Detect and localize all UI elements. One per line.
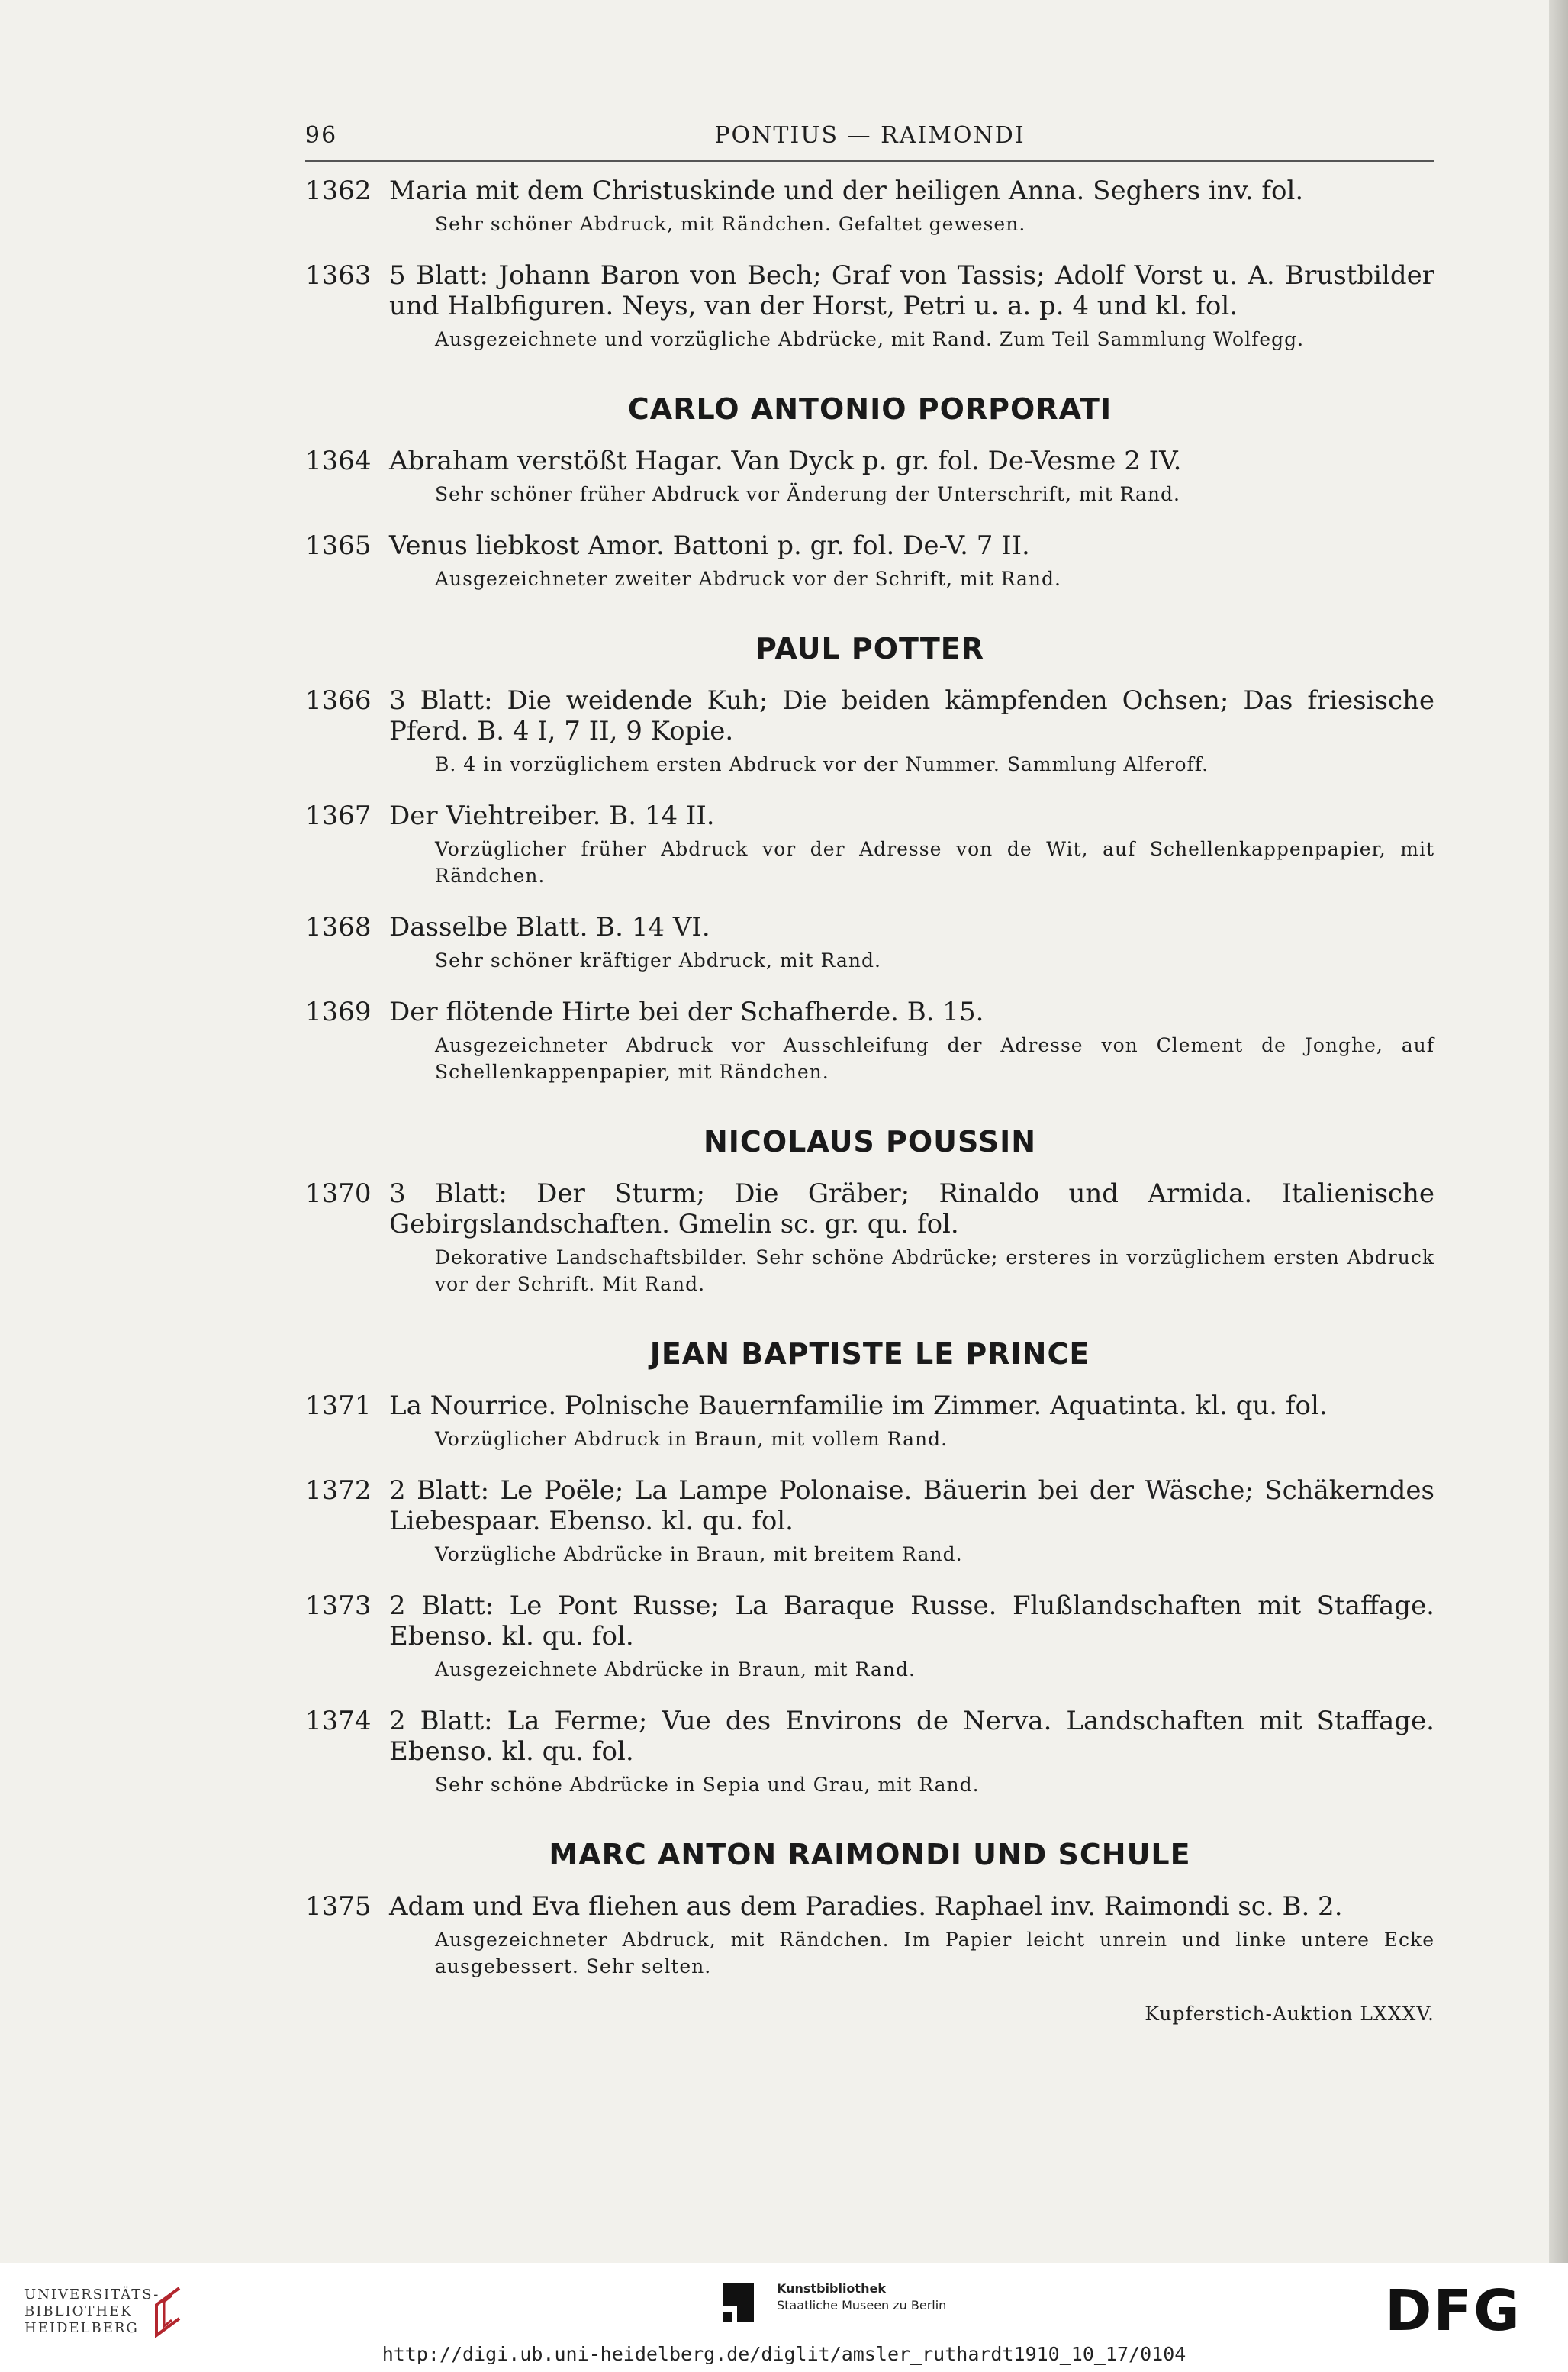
lot-number: 1366 [305,685,372,716]
lot-number: 1364 [305,446,372,476]
uni-line-2: BIBLIOTHEK [24,2303,133,2319]
lot-body [389,685,1434,778]
lot-body [389,1891,1434,1980]
lot-body [389,1590,1434,1683]
lot-title: Abraham verstößt Hagar. Van Dyck p. gr. fol. De-Vesme 2 IV. [389,446,1182,476]
lot-condition-note: Ausgezeichneter zweiter Abdruck vor der Schrift, mit Rand. [435,568,1061,590]
auction-footer-note: Kupferstich-Auktion LXXXV. [1145,2003,1434,2025]
uni-line-1: UNIVERSITÄTS- [24,2287,160,2303]
lot-title: 5 Blatt: Johann Baron von Bech; Graf von Tassis; Adolf Vorst u. A. Brustbilder und Halbfiguren. Neys, van der Horst, Petri u. a. p. 4 und kl. fol. [389,260,1434,321]
catalogue-entries [305,176,1434,1980]
scan-edge-shadow [1549,0,1568,2263]
kunstbibliothek-text [777,2280,946,2314]
running-head [305,114,1434,162]
catalogue-lot [305,260,1434,353]
lot-title: 3 Blatt: Die weidende Kuh; Die beiden kämpfenden Ochsen; Das friesische Pferd. B. 4 I, 7 II, 9 Kopie. [389,685,1434,746]
permalink-url[interactable]: http://digi.ub.uni-heidelberg.de/diglit/amsler_ruthardt1910_10_17/0104 [382,2343,1186,2365]
lot-title: Der Viehtreiber. B. 14 II. [389,801,715,831]
catalogue-lot [305,1891,1434,1980]
lot-number: 1372 [305,1475,372,1506]
lot-title: Maria mit dem Christuskinde und der heiligen Anna. Seghers inv. fol. [389,176,1304,206]
lot-title: Dasselbe Blatt. B. 14 VI. [389,912,710,943]
catalogue-lot [305,997,1434,1085]
artist-heading: PAUL POTTER [755,632,984,666]
lot-condition-note: B. 4 in vorzüglichem ersten Abdruck vor der Nummer. Sammlung Alferoff. [435,753,1209,775]
lot-body [389,1475,1434,1568]
lot-number: 1365 [305,530,372,561]
artist-heading: JEAN BAPTISTE LE PRINCE [649,1337,1090,1371]
kb-title: Kunstbibliothek [777,2281,886,2296]
lot-condition-note: Ausgezeichneter Abdruck, mit Rändchen. Im Papier leicht unrein und linke untere Ecke ausgebessert. Sehr selten. [435,1929,1434,1977]
lot-number: 1375 [305,1891,372,1922]
catalogue-lot [305,801,1434,889]
page-content [305,114,1434,2025]
lot-condition-note: Sehr schöner Abdruck, mit Rändchen. Gefaltet gewesen. [435,213,1026,235]
lot-number: 1363 [305,260,372,291]
lot-body [389,1391,1434,1452]
lot-number: 1370 [305,1178,372,1209]
lot-body [389,801,1434,889]
lot-condition-note: Vorzüglicher früher Abdruck vor der Adresse von de Wit, auf Schellenkappenpapier, mit Rändchen. [435,838,1434,887]
lot-condition-note: Sehr schöner früher Abdruck vor Änderung der Unterschrift, mit Rand. [435,483,1180,505]
dfg-logo: DFG [1385,2278,1521,2344]
artist-heading: MARC ANTON RAIMONDI UND SCHULE [549,1838,1191,1871]
lot-number: 1371 [305,1391,372,1421]
lot-condition-note: Ausgezeichneter Abdruck vor Ausschleifung der Adresse von Clement de Jonghe, auf Schellenkappenpapier, mit Rändchen. [435,1034,1434,1083]
running-title: PONTIUS — RAIMONDI [714,122,1025,149]
catalogue-lot [305,1391,1434,1452]
catalogue-lot [305,1706,1434,1798]
uni-heidelberg-mark-icon [137,2282,191,2343]
lot-body [389,997,1434,1085]
lot-body [389,446,1434,508]
lot-body [389,260,1434,353]
catalogue-lot [305,1590,1434,1683]
lot-condition-note: Vorzüglicher Abdruck in Braun, mit vollem Rand. [435,1428,948,1450]
catalogue-lot [305,912,1434,974]
lot-body [389,912,1434,974]
catalogue-lot [305,446,1434,508]
lot-number: 1374 [305,1706,372,1736]
lot-body [389,1178,1434,1297]
uni-line-3: HEIDELBERG [24,2320,139,2336]
lot-body [389,530,1434,592]
lot-title: 3 Blatt: Der Sturm; Die Gräber; Rinaldo und Armida. Italienische Gebirgslandschaften. Gmelin sc. gr. qu. fol. [389,1178,1434,1239]
catalogue-lot [305,685,1434,778]
lot-number: 1373 [305,1590,372,1621]
lot-body [389,1706,1434,1798]
lot-title: Adam und Eva fliehen aus dem Paradies. Raphael inv. Raimondi sc. B. 2. [389,1891,1343,1922]
lot-title: La Nourrice. Polnische Bauernfamilie im Zimmer. Aquatinta. kl. qu. fol. [389,1391,1328,1421]
lot-title: 2 Blatt: Le Pont Russe; La Baraque Russe. Flußlandschaften mit Staffage. Ebenso. kl. qu. fol. [389,1590,1434,1652]
catalogue-lot [305,530,1434,592]
catalogue-lot [305,1178,1434,1297]
lot-condition-note: Ausgezeichnete Abdrücke in Braun, mit Rand. [435,1658,916,1681]
lot-condition-note: Ausgezeichnete und vorzügliche Abdrücke, mit Rand. Zum Teil Sammlung Wolfegg. [435,328,1305,350]
page-number: 96 [305,122,338,149]
artist-heading: NICOLAUS POUSSIN [703,1125,1037,1159]
lot-body [389,176,1434,237]
lot-condition-note: Sehr schöner kräftiger Abdruck, mit Rand. [435,949,881,972]
lot-condition-note: Dekorative Landschaftsbilder. Sehr schöne Abdrücke; ersteres in vorzüglichem ersten Abdruck vor der Schrift. Mit Rand. [435,1246,1434,1295]
catalogue-lot [305,1475,1434,1568]
lot-title: 2 Blatt: Le Poële; La Lampe Polonaise. Bäuerin bei der Wäsche; Schäkerndes Liebespaar. Ebenso. kl. qu. fol. [389,1475,1434,1536]
lot-title: Der flötende Hirte bei der Schafherde. B. 15. [389,997,984,1027]
lot-number: 1362 [305,176,372,206]
lot-condition-note: Vorzügliche Abdrücke in Braun, mit breitem Rand. [435,1543,963,1565]
lot-number: 1369 [305,997,372,1027]
lot-title: Venus liebkost Amor. Battoni p. gr. fol. De-V. 7 II. [389,530,1030,561]
lot-title: 2 Blatt: La Ferme; Vue des Environs de Nerva. Landschaften mit Staffage. Ebenso. kl. qu. fol. [389,1706,1434,1767]
artist-heading: CARLO ANTONIO PORPORATI [627,392,1112,426]
kb-subtitle: Staatliche Museen zu Berlin [777,2298,947,2312]
lot-number: 1367 [305,801,372,831]
catalogue-lot [305,176,1434,237]
lot-number: 1368 [305,912,372,943]
kunstbibliothek-logo-icon [717,2280,763,2326]
lot-condition-note: Sehr schöne Abdrücke in Sepia und Grau, mit Rand. [435,1774,980,1796]
